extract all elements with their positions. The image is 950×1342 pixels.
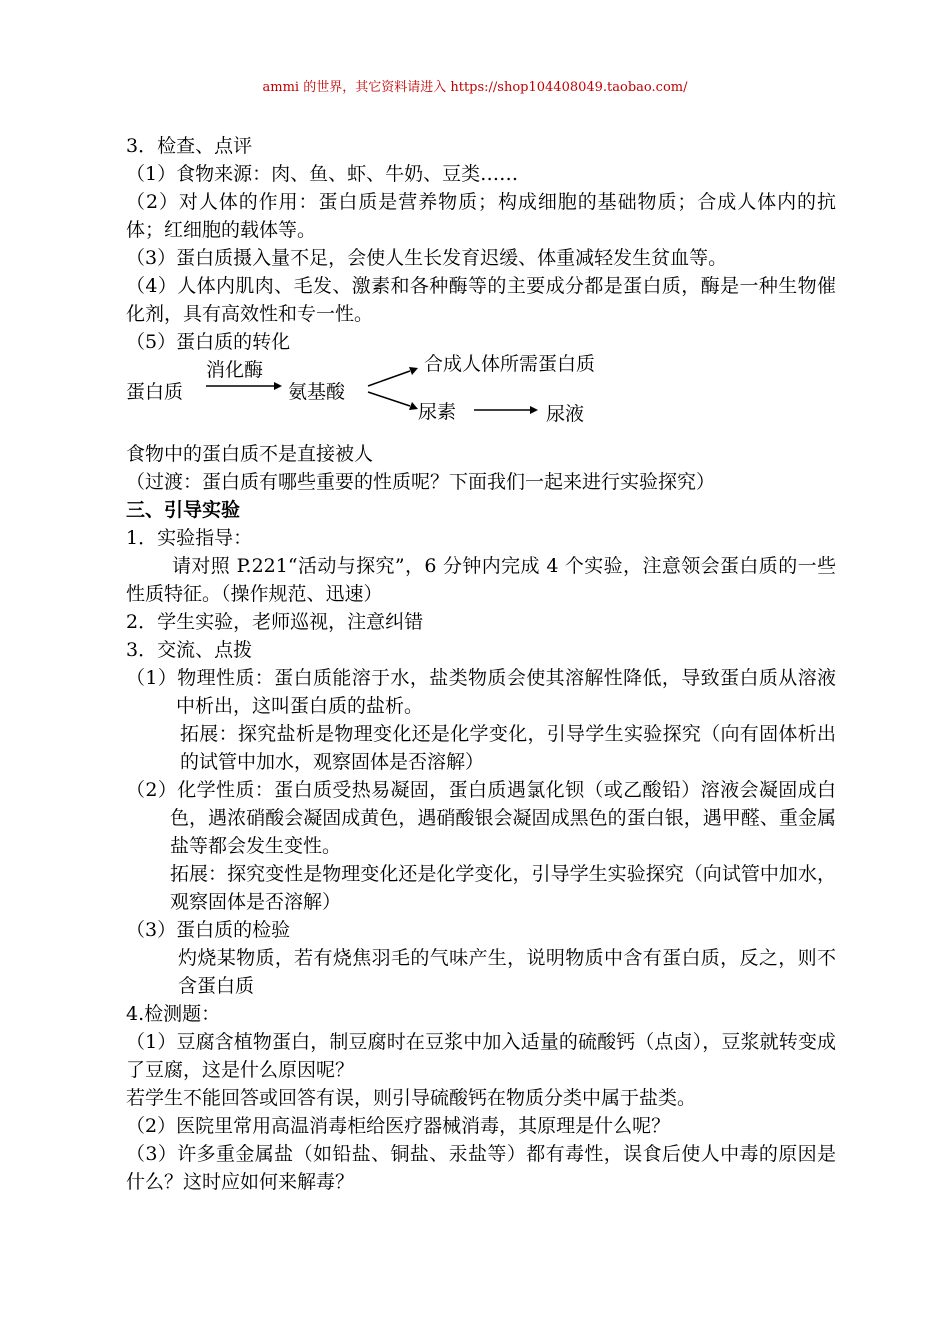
paragraph: （3）蛋白质的检验	[126, 919, 291, 941]
paragraph: 食物中的蛋白质不是直接被人	[126, 443, 374, 465]
section-heading: 4.检测题：	[126, 1003, 221, 1025]
paragraph: 若学生不能回答或回答有误，则引导硫酸钙在物质分类中属于盐类。	[126, 1087, 697, 1109]
arrow-head	[409, 402, 418, 410]
arrow-head	[409, 367, 418, 375]
header-link[interactable]: ammi 的世界，其它资料请进入 https://shop104408049.taobao.com/	[262, 80, 688, 95]
diagram-enzyme: 消化酶	[206, 359, 264, 381]
paragraph: （3）蛋白质摄入量不足，会使人生长发育迟缓、体重减轻发生贫血等。	[126, 247, 728, 269]
paragraph: 1．实验指导：	[126, 527, 253, 549]
paragraph: 灼烧某物质，若有烧焦羽毛的气味产生，说明物质中含有蛋白质，反之，则不含蛋白质	[178, 947, 836, 997]
paragraph: （2）医院里常用高温消毒柜给医疗器械消毒，其原理是什么呢？	[126, 1115, 671, 1137]
section-heading: 3．检查、点评	[126, 135, 253, 157]
arrow-line	[368, 392, 410, 406]
protein-conversion-diagram	[126, 353, 836, 440]
paragraph: 2．学生实验，老师巡视，注意纠错	[126, 611, 424, 633]
paragraph: （1）食物来源：肉、鱼、虾、牛奶、豆类……	[126, 163, 519, 185]
paragraph: （3）许多重金属盐（如铅盐、铜盐、汞盐等）都有毒性，误食后使人中毒的原因是什么？这时应如何来解毒？	[126, 1143, 836, 1193]
paragraph: （1）豆腐含植物蛋白，制豆腐时在豆浆中加入适量的硫酸钙（点卤），豆浆就转变成了豆腐，这是什么原因呢？	[126, 1031, 836, 1081]
paragraph: （过渡：蛋白质有哪些重要的性质呢？下面我们一起来进行实验探究）	[126, 471, 716, 493]
diagram-urine: 尿液	[546, 403, 585, 425]
diagram-protein: 蛋白质	[126, 381, 184, 403]
paragraph: （1）物理性质：蛋白质能溶于水，盐类物质会使其溶解性降低，导致蛋白质从溶液中析出，这叫蛋白质的盐析。	[126, 667, 836, 717]
diagram-urea: 尿素	[418, 401, 457, 423]
paragraph: （4）人体内肌肉、毛发、激素和各种酶等的主要成分都是蛋白质，酶是一种生物催化剂，具有高效性和专一性。	[126, 275, 836, 325]
paragraph: （2）化学性质：蛋白质受热易凝固，蛋白质遇氯化钡（或乙酸铅）溶液会凝固成白色，遇浓硝酸会凝固成黄色，遇硝酸银会凝固成黑色的蛋白银，遇甲醛、重金属盐等都会发生变性。	[126, 779, 836, 857]
paragraph: 拓展：探究变性是物理变化还是化学变化，引导学生实验探究（向试管中加水，观察固体是否溶解）	[170, 863, 836, 913]
paragraph: （5）蛋白质的转化	[126, 331, 291, 353]
diagram-amino-acid: 氨基酸	[288, 381, 346, 403]
document-body	[126, 132, 836, 1196]
arrow-head	[530, 406, 538, 414]
paragraph: 3．交流、点拨	[126, 639, 253, 661]
arrow-line	[368, 371, 410, 386]
paragraph: （2）对人体的作用：蛋白质是营养物质；构成细胞的基础物质；合成人体内的抗体；红细胞的载体等。	[126, 191, 836, 241]
paragraph: 请对照 P.221“活动与探究”，6 分钟内完成 4 个实验，注意领会蛋白质的一些性质特征。（操作规范、迅速）	[126, 555, 836, 605]
diagram-synthesis: 合成人体所需蛋白质	[424, 353, 596, 375]
paragraph: 拓展：探究盐析是物理变化还是化学变化，引导学生实验探究（向有固体析出的试管中加水，观察固体是否溶解）	[180, 723, 836, 773]
arrow-head	[274, 382, 282, 390]
section-heading: 三、引导实验	[126, 499, 241, 521]
